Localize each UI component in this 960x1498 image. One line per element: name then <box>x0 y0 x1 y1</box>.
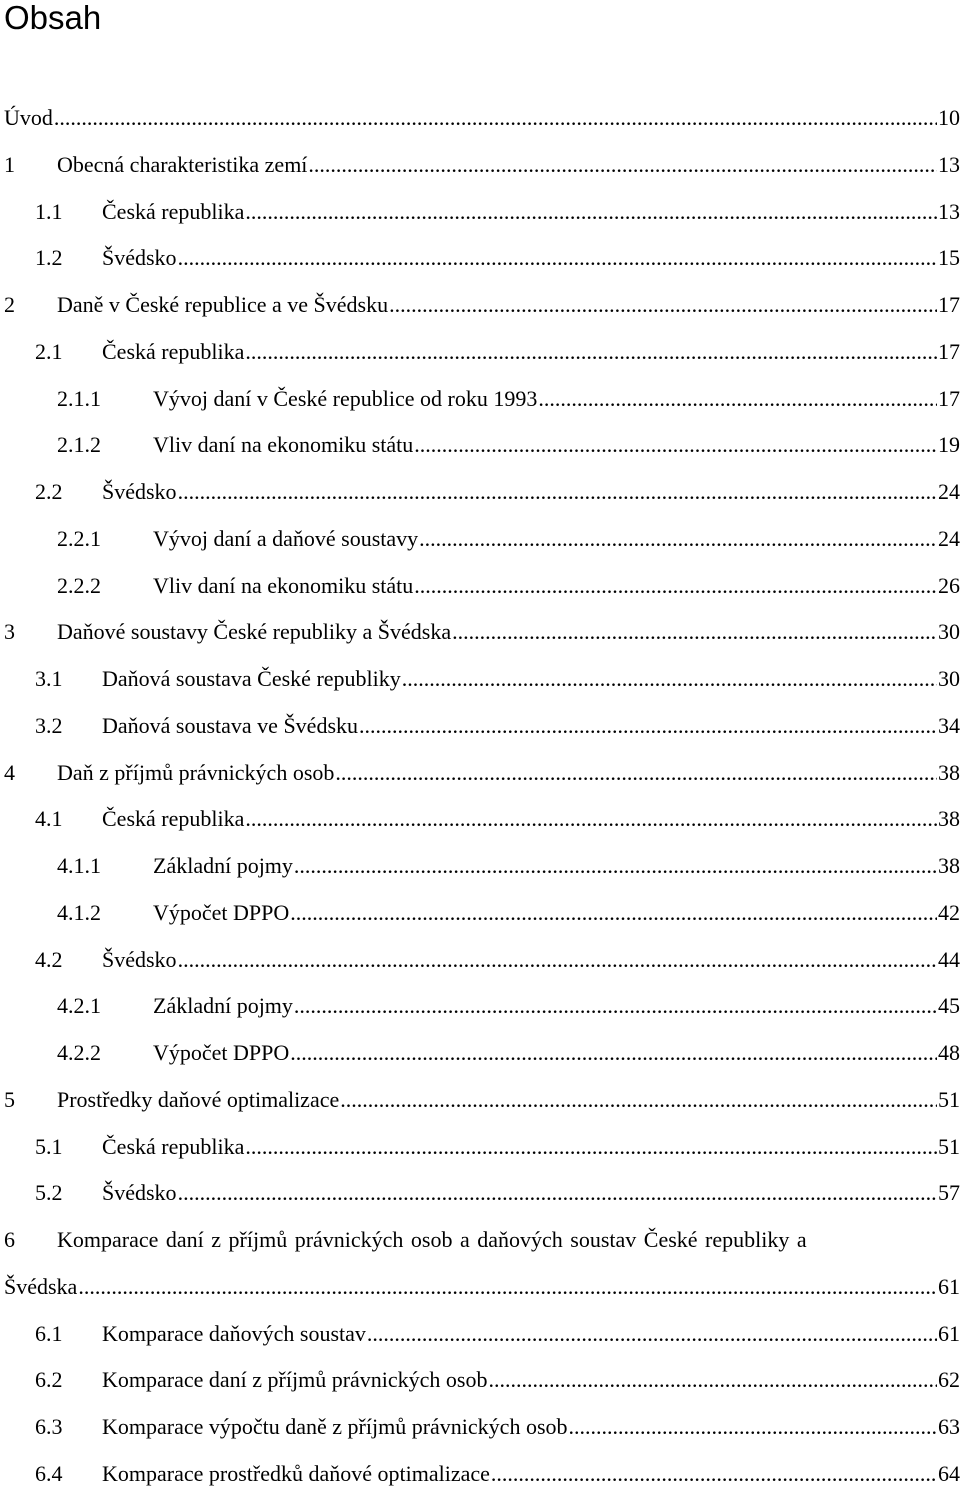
toc-entry-page: 15 <box>938 245 960 271</box>
toc-dot-leader <box>244 189 937 236</box>
toc-dot-leader <box>244 329 937 376</box>
toc-entry-title: Komparace výpočtu daně z příjmů právnických osob <box>102 1414 568 1439</box>
toc-entry-number: 4.2.2 <box>57 1040 101 1065</box>
toc-entry-title: Daň z příjmů právnických osob <box>57 759 335 785</box>
toc-entry-page: 61 <box>938 1273 960 1299</box>
toc-entry-number: 3.1 <box>35 666 63 691</box>
toc-entry-page: 26 <box>938 572 960 598</box>
toc-entry-title: Prostředky daňové optimalizace <box>57 1086 340 1112</box>
toc-entry[interactable] <box>4 890 960 937</box>
toc-entry[interactable] <box>4 843 960 890</box>
toc-dot-leader <box>177 469 937 516</box>
toc-dot-leader <box>537 376 937 423</box>
toc-entry-page: 13 <box>938 198 960 224</box>
toc-entry-page: 44 <box>938 946 960 972</box>
toc-entry-page: 62 <box>938 1367 960 1393</box>
toc-entry-page: 45 <box>938 993 960 1019</box>
toc-entry-number: 1.1 <box>35 198 63 224</box>
toc-entry-title: Výpočet DPPO <box>153 899 290 925</box>
toc-dot-leader <box>244 796 937 843</box>
toc-entry[interactable] <box>4 750 960 797</box>
toc-dot-leader <box>413 563 937 610</box>
toc-entry-number: 3.2 <box>35 712 63 738</box>
toc-entry-page: 42 <box>938 899 960 925</box>
toc-entry-number: 2.1.2 <box>57 432 101 458</box>
toc-entry-title: Obecná charakteristika zemí <box>57 151 308 177</box>
toc-dot-leader <box>418 516 937 563</box>
page-title: Obsah <box>4 0 102 36</box>
toc-entry[interactable] <box>4 1357 960 1404</box>
toc-entry-title: Úvod <box>4 105 53 130</box>
toc-dot-leader <box>339 1077 937 1124</box>
toc-entry[interactable] <box>4 983 960 1030</box>
toc-entry-title: Vliv daní na ekonomiku státu <box>153 572 414 598</box>
toc-dot-leader <box>413 422 937 469</box>
toc-entry[interactable] <box>4 703 960 750</box>
toc-dot-leader <box>293 843 937 890</box>
toc-entry[interactable] <box>4 1217 960 1264</box>
toc-entry-title: Švédsko <box>102 479 177 504</box>
toc-dot-leader <box>77 1264 937 1311</box>
toc-dot-leader <box>53 95 937 142</box>
toc-entry-page: 24 <box>938 479 960 504</box>
toc-entry-title: Daňová soustava ve Švédsku <box>102 712 359 738</box>
toc-entry-title: Vývoj daní a daňové soustavy <box>153 525 419 551</box>
toc-dot-leader <box>177 235 937 282</box>
toc-entry-title: Daňová soustava České republiky <box>102 666 401 691</box>
toc-entry[interactable] <box>4 1030 960 1077</box>
toc-entry-page: 30 <box>938 666 960 691</box>
toc-entry[interactable] <box>4 329 960 376</box>
toc-dot-leader <box>334 750 937 797</box>
toc-entry-title: Základní pojmy <box>153 853 293 878</box>
toc-entry-number: 2.1.1 <box>57 385 101 411</box>
toc-entry-number: 5.2 <box>35 1180 63 1206</box>
toc-entry[interactable] <box>4 937 960 984</box>
toc-entry-title: Komparace daňových soustav <box>102 1320 366 1346</box>
toc-entry[interactable] <box>4 1451 960 1498</box>
toc-entry-title: Vývoj daní v České republice od roku 1993 <box>153 385 538 411</box>
toc-entry[interactable] <box>4 422 960 469</box>
toc-entry-page: 17 <box>938 385 960 411</box>
toc-entry-page: 13 <box>938 151 960 177</box>
toc-entry-page: 38 <box>938 759 960 785</box>
toc-entry[interactable] <box>4 235 960 282</box>
toc-entry[interactable] <box>4 516 960 563</box>
toc-entry-title: Výpočet DPPO <box>153 1040 290 1065</box>
toc-entry-page: 48 <box>938 1040 960 1065</box>
toc-dot-leader <box>451 609 937 656</box>
toc-entry-title: Komparace prostředků daňové optimalizace <box>102 1460 490 1486</box>
toc-entry-page: 17 <box>938 338 960 364</box>
toc-entry-page: 64 <box>938 1460 960 1486</box>
toc-entry-page: 17 <box>938 292 960 317</box>
toc-entry-title: Daně v České republice a ve Švédsku <box>57 292 389 317</box>
toc-entry-title: Švédska <box>4 1273 78 1299</box>
toc-entry[interactable] <box>4 1404 960 1451</box>
toc-entry-title: Švédsko <box>102 946 177 972</box>
toc-entry-number: 2.2.1 <box>57 525 101 551</box>
toc-entry-number: 3 <box>4 619 15 645</box>
toc-entry-page: 61 <box>938 1320 960 1346</box>
toc-entry-number: 4.2 <box>35 946 63 972</box>
toc-entry-number: 4 <box>4 759 15 785</box>
toc-entry[interactable] <box>4 1311 960 1358</box>
toc-entry-number: 4.1.2 <box>57 899 101 925</box>
toc-entry-number: 4.1 <box>35 806 63 832</box>
toc-entry-number: 4.2.1 <box>57 993 101 1019</box>
toc-entry-page: 51 <box>938 1133 960 1159</box>
toc-entry-number: 6.1 <box>35 1320 63 1346</box>
toc-entry[interactable] <box>4 796 960 843</box>
toc-entry-title: Česká republika <box>102 198 245 224</box>
toc-entry[interactable] <box>4 563 960 610</box>
toc-entry-title: Základní pojmy <box>153 993 293 1019</box>
toc-dot-leader <box>490 1451 937 1498</box>
toc-entry-title: Česká republika <box>102 806 245 832</box>
toc-entry-page: 19 <box>938 432 960 458</box>
toc-dot-leader <box>358 703 937 750</box>
toc-entry[interactable] <box>4 609 960 656</box>
toc-entry[interactable] <box>4 142 960 189</box>
table-of-contents <box>4 95 960 1498</box>
toc-dot-leader <box>289 1030 937 1077</box>
toc-entry-page: 51 <box>938 1086 960 1112</box>
toc-entry-title: Komparace daní z příjmů právnických osob a daňových soustav České republiky a <box>57 1227 807 1252</box>
toc-entry-number: 6.4 <box>35 1460 63 1486</box>
toc-entry[interactable] <box>4 1077 960 1124</box>
toc-entry[interactable] <box>4 95 960 142</box>
toc-entry-page: 57 <box>938 1180 960 1206</box>
toc-entry-title: Vliv daní na ekonomiku státu <box>153 432 414 458</box>
toc-dot-leader <box>487 1357 937 1404</box>
toc-dot-leader <box>366 1311 937 1358</box>
toc-dot-leader <box>388 282 937 329</box>
toc-dot-leader <box>293 983 937 1030</box>
toc-entry-number: 6 <box>4 1227 15 1252</box>
toc-entry-number: 4.1.1 <box>57 853 101 878</box>
toc-entry[interactable] <box>4 376 960 423</box>
toc-dot-leader <box>568 1404 937 1451</box>
toc-entry-title: Švédsko <box>102 1180 177 1206</box>
toc-entry-number: 5.1 <box>35 1133 63 1159</box>
toc-entry-number: 1.2 <box>35 245 63 271</box>
toc-entry[interactable] <box>4 469 960 516</box>
toc-entry[interactable] <box>4 1264 960 1311</box>
toc-entry-page: 63 <box>938 1414 960 1439</box>
toc-entry-page: 34 <box>938 712 960 738</box>
toc-entry[interactable] <box>4 189 960 236</box>
toc-entry-number: 6.3 <box>35 1414 63 1439</box>
toc-entry-number: 5 <box>4 1086 15 1112</box>
toc-entry-title: Česká republika <box>102 338 245 364</box>
toc-entry-number: 1 <box>4 151 15 177</box>
toc-entry-title: Česká republika <box>102 1133 245 1159</box>
toc-entry-number: 6.2 <box>35 1367 63 1393</box>
toc-entry-title: Komparace daní z příjmů právnických osob <box>102 1367 488 1393</box>
toc-entry-number: 2.1 <box>35 338 63 364</box>
toc-entry[interactable] <box>4 282 960 329</box>
toc-entry-number: 2 <box>4 292 15 317</box>
toc-entry-title: Švédsko <box>102 245 177 271</box>
toc-dot-leader <box>244 1124 937 1171</box>
toc-entry-page: 10 <box>938 105 960 130</box>
toc-entry[interactable] <box>4 1124 960 1171</box>
toc-dot-leader <box>401 656 937 703</box>
toc-entry-page: 38 <box>938 853 960 878</box>
toc-dot-leader <box>177 937 937 984</box>
toc-dot-leader <box>289 890 937 937</box>
toc-dot-leader <box>307 142 937 189</box>
toc-entry-number: 2.2 <box>35 479 63 504</box>
toc-entry-page: 24 <box>938 525 960 551</box>
toc-entry[interactable] <box>4 656 960 703</box>
toc-dot-leader <box>177 1170 937 1217</box>
toc-entry-number: 2.2.2 <box>57 572 101 598</box>
toc-entry-page: 30 <box>938 619 960 645</box>
toc-entry-title: Daňové soustavy České republiky a Švédska <box>57 619 452 645</box>
toc-entry[interactable] <box>4 1170 960 1217</box>
toc-entry-page: 38 <box>938 806 960 832</box>
